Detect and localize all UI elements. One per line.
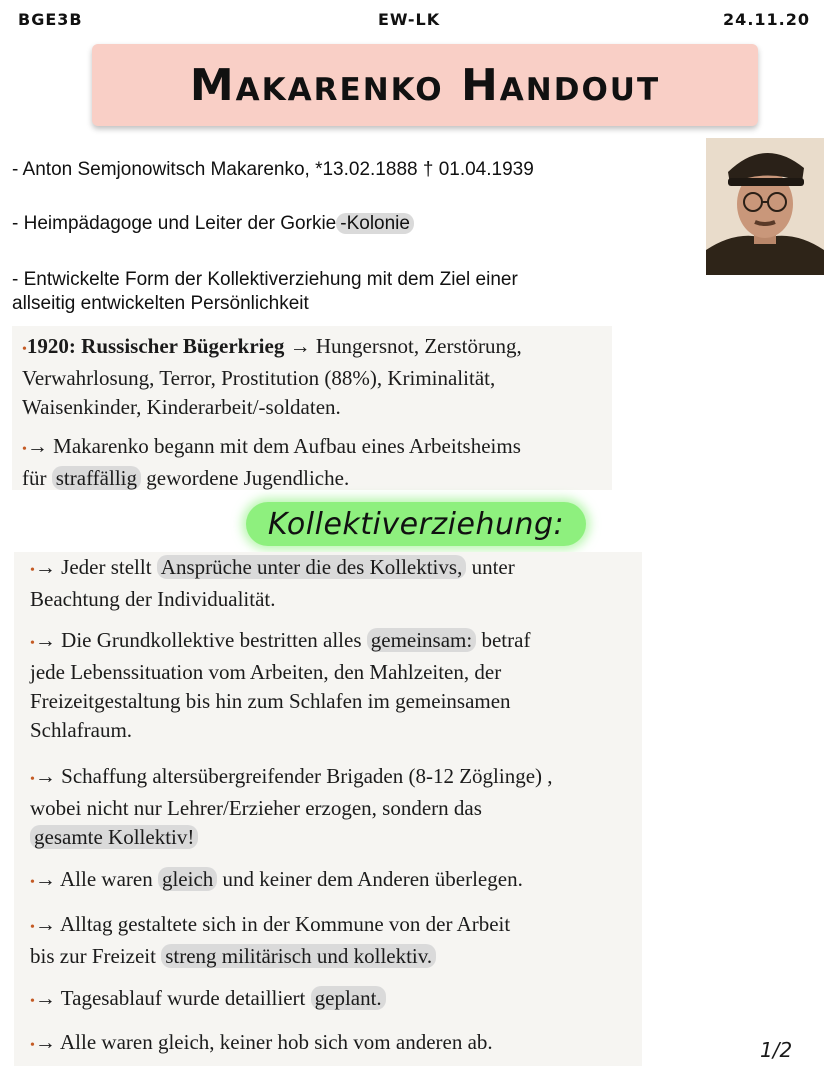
section-heading: Kollektiverziehung: [267, 506, 565, 542]
bullet-dot: • [22, 342, 27, 357]
point-3 [30, 762, 553, 852]
highlight-gemeinsam: gemeinsam: [367, 628, 476, 652]
point-text: wobei nicht nur Lehrer/Erzieher erzogen, sondern das [30, 796, 482, 820]
bullet-dot: • [30, 563, 35, 578]
section-heading-highlight [246, 502, 586, 546]
highlight-gleich: gleich [158, 867, 217, 891]
point-text: → Jeder stellt [34, 555, 157, 579]
history-bold: 1920: Russischer Bügerkrieg [26, 334, 285, 358]
point-text: → Alle waren gleich, keiner hob sich vom anderen ab. [34, 1030, 493, 1054]
method-line-2: allseitig entwickelten Persönlichkeit [12, 293, 309, 314]
point-text: unter [466, 555, 515, 579]
bullet-dot: • [30, 875, 35, 890]
point-text: → Die Grundkollektive bestritten alles [34, 628, 367, 652]
class-code: BGE3B [18, 10, 83, 29]
point-text: jede Lebenssituation vom Arbeiten, den Mahlzeiten, der [30, 660, 502, 684]
bullet-dot: • [30, 920, 35, 935]
point-text: → Schaffung altersübergreifender Brigaden (8-12 Zöglinge) , [34, 764, 553, 788]
point-6 [30, 984, 386, 1016]
point-text: Freizeitgestaltung bis hin zum Schlafen im gemeinsamen [30, 689, 511, 713]
highlight-streng: streng militärisch und kollektiv. [161, 944, 436, 968]
method-line-1: - Entwickelte Form der Kollektiverziehung mit dem Ziel einer [12, 269, 518, 290]
highlight-kolonie: -Kolonie [336, 213, 414, 234]
bullet-dot: • [30, 636, 35, 651]
workhouse-line-1: → Makarenko begann mit dem Aufbau eines Arbeitsheims [26, 434, 521, 458]
role-text: - Heimpädagoge und Leiter der Gorkie [12, 213, 337, 234]
history-line-1: → Hungersnot, Zerstörung, [284, 334, 522, 358]
workhouse-text: für [22, 466, 52, 490]
history-line-3: Waisenkinder, Kinderarbeit/-soldaten. [22, 395, 341, 419]
point-4 [30, 865, 523, 897]
point-text: Beachtung der Individualität. [30, 587, 276, 611]
point-text: → Alle waren [34, 867, 158, 891]
bullet-dot: • [30, 994, 35, 1009]
point-text: betraf [476, 628, 531, 652]
bullet-dot: • [30, 1038, 35, 1053]
point-7 [30, 1028, 493, 1060]
history-line-2: Verwahrlosung, Terror, Prostitution (88%), Kriminalität, [22, 366, 496, 390]
history-paragraph [22, 332, 522, 422]
page-title: Makarenko Handout [189, 59, 661, 111]
page-number: 1/2 [760, 1038, 793, 1062]
point-text: Schlafraum. [30, 718, 133, 742]
bullet-dot: • [30, 772, 35, 787]
point-text: → Alltag gestaltete sich in der Kommune von der Arbeit [34, 912, 511, 936]
title-banner [92, 44, 758, 126]
date: 24.11.20 [723, 10, 810, 29]
course-code: EW-LK [378, 10, 441, 29]
point-1 [30, 553, 515, 614]
role-line [12, 212, 414, 236]
workhouse-text-end: gewordene Jugendliche. [141, 466, 350, 490]
point-text: und keiner dem Anderen überlegen. [217, 867, 523, 891]
point-text: bis zur Freizeit [30, 944, 162, 968]
highlight-straffaellig: straffällig [52, 466, 141, 490]
point-text: → Tagesablauf wurde detailliert [34, 986, 311, 1010]
highlight-gesamte-kollektiv: gesamte Kollektiv! [30, 825, 198, 849]
bullet-dot: • [22, 442, 27, 457]
point-5 [30, 910, 510, 971]
makarenko-portrait [706, 138, 824, 275]
biography-line: - Anton Semjonowitsch Makarenko, *13.02.1888 † 01.04.1939 [12, 159, 534, 180]
point-2 [30, 626, 530, 745]
highlight-geplant: geplant. [311, 986, 386, 1010]
highlight-ansprueche: Ansprüche unter die des Kollektivs, [157, 555, 467, 579]
workhouse-paragraph [22, 432, 521, 493]
